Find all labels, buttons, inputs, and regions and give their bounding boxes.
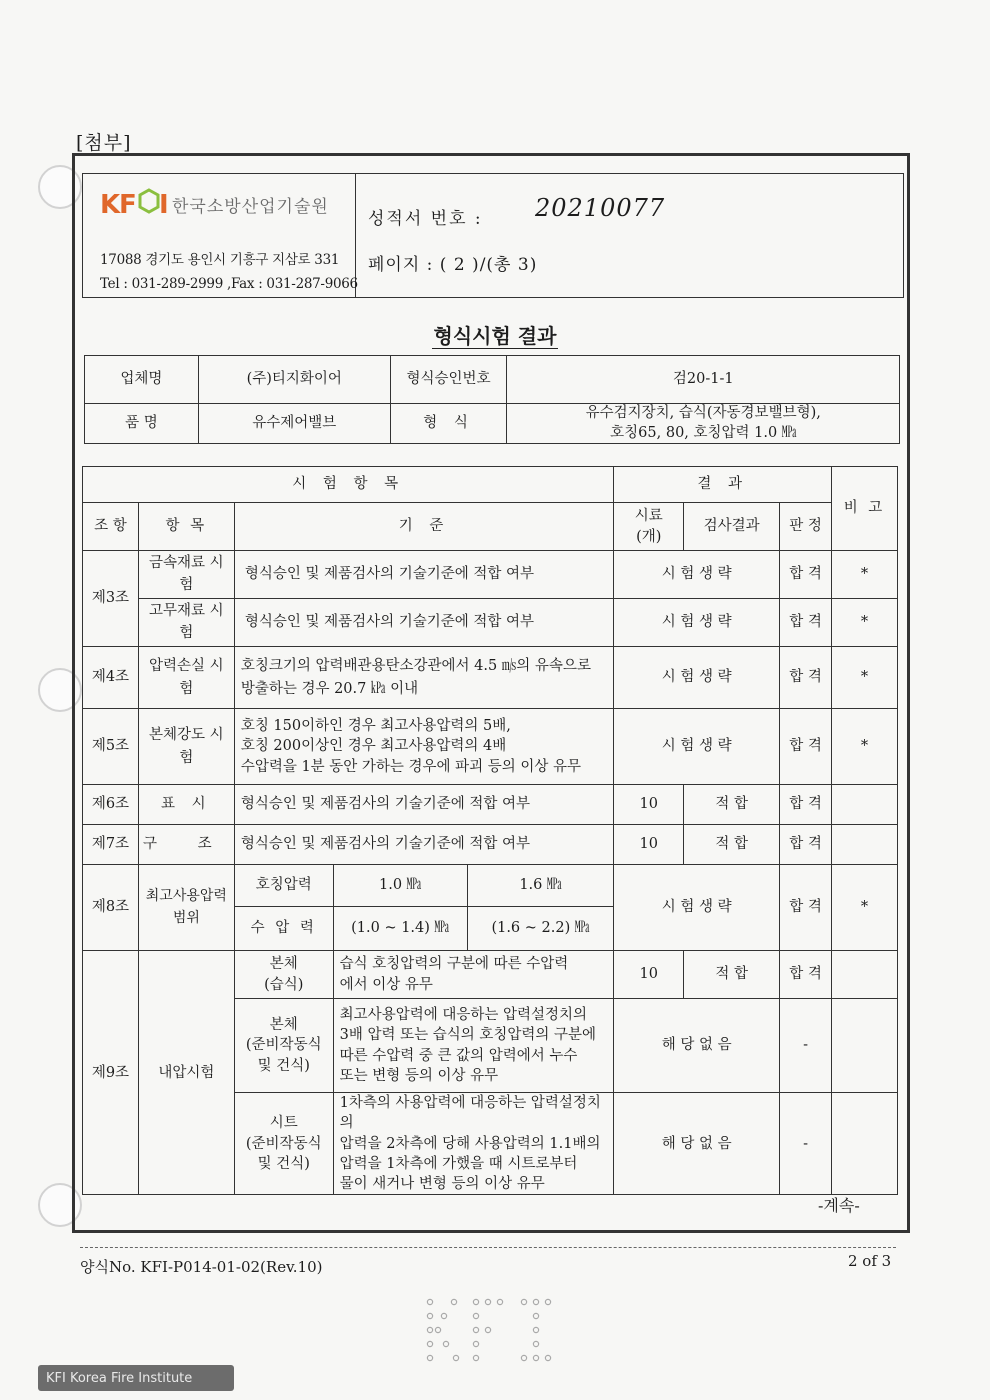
- result-cell: 시 험 생 략: [614, 709, 780, 785]
- hydro-pressure-2: (1.6 ~ 2.2) ㎫: [467, 907, 614, 951]
- result-cell: 해 당 없 음: [614, 1093, 780, 1195]
- type-label: 형 식: [390, 404, 507, 444]
- sample-cell: 10: [614, 951, 684, 999]
- item-cell: 표 시: [138, 785, 234, 825]
- type-value-line: 호칭65, 80, 호칭압력 1.0 ㎫: [610, 424, 797, 441]
- criteria-line: 따른 수압력 중 큰 값의 압력에서 누수: [339, 1047, 578, 1064]
- test-results-table: [82, 466, 898, 1195]
- table-row: [83, 709, 898, 785]
- item-cell: 본체강도 시험: [138, 709, 234, 785]
- clause-cell: 제7조: [83, 825, 139, 865]
- perforated-watermark: [424, 1296, 560, 1366]
- form-number: 양식No. KFI-P014-01-02(Rev.10): [80, 1258, 323, 1276]
- page-of-total: 2 of 3: [848, 1252, 892, 1270]
- cert-number-value: 20210077: [535, 194, 666, 222]
- judgment-header: 판 정: [780, 503, 832, 551]
- svg-text:K: K: [100, 190, 121, 218]
- sub-item-cell: [234, 999, 333, 1093]
- judgment-cell: 합 격: [780, 599, 832, 647]
- criteria-line: 호칭 200이상인 경우 최고사용압력의 4배: [240, 738, 507, 755]
- criteria-line: 에서 이상 유무: [339, 976, 433, 993]
- clause-header: 조 항: [83, 503, 139, 551]
- clause-cell: 제6조: [83, 785, 139, 825]
- sub-item-line: 본체: [269, 1017, 298, 1034]
- remark-cell: *: [832, 599, 898, 647]
- table-row: [83, 551, 898, 599]
- inspection-result-header: 검사결과: [684, 503, 780, 551]
- table-row: [83, 825, 898, 865]
- company-value: (주)티지화이어: [198, 356, 390, 404]
- approval-number-label: 형식승인번호: [390, 356, 507, 404]
- judgment-cell: 합 격: [780, 825, 832, 865]
- remark-cell: [832, 785, 898, 825]
- clause-cell: 제5조: [83, 709, 139, 785]
- remark-cell: *: [832, 647, 898, 709]
- result-cell: 해 당 없 음: [614, 999, 780, 1093]
- product-value: 유수제어밸브: [198, 404, 390, 444]
- judgment-cell: 합 격: [780, 951, 832, 999]
- sub-item-line: 및 건식): [257, 1057, 310, 1074]
- sub-item-cell: [234, 951, 333, 999]
- product-label: 품 명: [85, 404, 199, 444]
- criteria-cell: [333, 999, 614, 1093]
- criteria-line: 호칭크기의 압력배관용탄소강관에서 4.5 ㎧의 유속으로: [240, 658, 591, 675]
- page-title: [0, 320, 990, 349]
- criteria-line: 호칭 150이하인 경우 최고사용압력의 5배,: [240, 718, 511, 735]
- clause-cell: 제3조: [83, 551, 139, 647]
- hydro-pressure-label: 수 압 력: [234, 907, 333, 951]
- page-indicator: 페이지 : ( 2 )/(총 3): [368, 255, 538, 275]
- table-row: [83, 599, 898, 647]
- sub-item-line: (습식): [264, 976, 304, 993]
- nominal-pressure-label: 호칭압력: [234, 865, 333, 907]
- kfi-logo: [100, 188, 172, 218]
- judgment-cell: 합 격: [780, 709, 832, 785]
- table-row: [83, 865, 898, 907]
- item-cell: 압력손실 시험: [138, 647, 234, 709]
- criteria-line: 압력을 2차측에 당해 사용압력의 1.1배의: [339, 1135, 601, 1152]
- nominal-pressure-1: 1.0 ㎫: [333, 865, 467, 907]
- institute-logo: KFI Korea Fire Institute: [38, 1365, 234, 1391]
- kfi-logo-mark: [100, 188, 172, 218]
- criteria-line: 물이 새거나 변형 등의 이상 유무: [339, 1176, 545, 1193]
- remarks-header: 비 고: [832, 467, 898, 551]
- criteria-line: 또는 변형 등의 이상 유무: [339, 1067, 499, 1084]
- result-cell: 시 험 생 략: [614, 551, 780, 599]
- sub-item-line: 시트: [269, 1115, 298, 1132]
- sample-cell: 10: [614, 785, 684, 825]
- hydro-pressure-1: (1.0 ~ 1.4) ㎫: [333, 907, 467, 951]
- footer-divider: [80, 1247, 896, 1248]
- criteria-cell: [333, 1093, 614, 1195]
- item-cell: 고무재료 시험: [138, 599, 234, 647]
- result-cell: 적 합: [684, 825, 780, 865]
- item-cell: 구 조: [138, 825, 234, 865]
- criteria-cell: 형식승인 및 제품검사의 기술기준에 적합 여부: [234, 825, 613, 865]
- remark-cell: *: [832, 865, 898, 951]
- criteria-line: 압력을 1차측에 가했을 때 시트로부터: [339, 1155, 578, 1172]
- judgment-cell: 합 격: [780, 647, 832, 709]
- item-cell: 최고사용압력 범위: [138, 865, 234, 951]
- sub-item-line: 및 건식): [257, 1155, 310, 1172]
- table-row: [83, 785, 898, 825]
- type-value-line: 유수검지장치, 습식(자동경보밸브형),: [585, 405, 821, 421]
- item-header: 항 목: [138, 503, 234, 551]
- continued-label: -계속-: [818, 1196, 860, 1215]
- criteria-cell: 형식승인 및 제품검사의 기술기준에 적합 여부: [234, 551, 613, 599]
- cert-number-label: 성적서 번호 :: [368, 209, 483, 229]
- company-info-table: [84, 355, 900, 444]
- result-cell: 시 험 생 략: [614, 599, 780, 647]
- criteria-cell: [234, 647, 613, 709]
- criteria-cell: [333, 951, 614, 999]
- result-cell: 적 합: [684, 951, 780, 999]
- sample-header-unit: (개): [636, 528, 662, 545]
- result-header: 결 과: [614, 467, 832, 503]
- result-cell: 시 험 생 략: [614, 865, 780, 951]
- table-row: [83, 951, 898, 999]
- judgment-cell: 합 격: [780, 551, 832, 599]
- item-cell: 금속재료 시험: [138, 551, 234, 599]
- svg-text:F: F: [119, 190, 137, 218]
- remark-cell: *: [832, 709, 898, 785]
- org-tel-fax: Tel : 031-289-2999 ,Fax : 031-287-9066: [100, 276, 358, 292]
- item-cell: 내압시험: [138, 951, 234, 1195]
- criteria-line: 수압력을 1분 동안 가하는 경우에 파괴 등의 이상 유무: [240, 758, 582, 775]
- sample-header-label: 시료: [634, 508, 663, 525]
- org-name: 한국소방산업기술원: [172, 197, 329, 217]
- judgment-cell: 합 격: [780, 865, 832, 951]
- remark-cell: [832, 999, 898, 1093]
- criteria-cell: 형식승인 및 제품검사의 기술기준에 적합 여부: [234, 599, 613, 647]
- clause-cell: 제4조: [83, 647, 139, 709]
- clause-cell: 제9조: [83, 951, 139, 1195]
- org-address: 17088 경기도 용인시 기흥구 지삼로 331: [100, 252, 340, 268]
- criteria-line: 1차측의 사용압력에 대응하는 압력설정치의: [339, 1095, 601, 1132]
- result-cell: 적 합: [684, 785, 780, 825]
- criteria-cell: [234, 709, 613, 785]
- attachment-label: [첨부]: [76, 132, 132, 154]
- result-cell: 시 험 생 략: [614, 647, 780, 709]
- sample-header: [614, 503, 684, 551]
- remark-cell: [832, 951, 898, 999]
- sub-item-line: 본체: [269, 956, 298, 973]
- company-label: 업체명: [85, 356, 199, 404]
- sub-item-line: (준비작동식: [245, 1037, 322, 1054]
- judgment-cell: -: [780, 1093, 832, 1195]
- criteria-cell: 형식승인 및 제품검사의 기술기준에 적합 여부: [234, 785, 613, 825]
- criteria-line: 습식 호칭압력의 구분에 따른 수압력: [339, 956, 569, 973]
- judgment-cell: -: [780, 999, 832, 1093]
- approval-number-value: 검20-1-1: [507, 356, 900, 404]
- criteria-line: 방출하는 경우 20.7 ㎪ 이내: [240, 680, 419, 697]
- clause-cell: 제8조: [83, 865, 139, 951]
- sub-item-cell: [234, 1093, 333, 1195]
- type-value: [507, 404, 900, 444]
- criteria-line: 최고사용압력에 대응하는 압력설정치의: [339, 1006, 588, 1023]
- sample-cell: 10: [614, 825, 684, 865]
- table-row: [83, 647, 898, 709]
- remark-cell: [832, 825, 898, 865]
- criteria-header: 기 준: [234, 503, 613, 551]
- judgment-cell: 합 격: [780, 785, 832, 825]
- remark-cell: [832, 1093, 898, 1195]
- criteria-line: 3배 압력 또는 습식의 호칭압력의 구분에: [339, 1027, 597, 1044]
- test-items-header: 시 험 항 목: [83, 467, 614, 503]
- nominal-pressure-2: 1.6 ㎫: [467, 865, 614, 907]
- remark-cell: *: [832, 551, 898, 599]
- svg-text:I: I: [159, 190, 169, 218]
- page-title-text: 형식시험 결과: [433, 324, 557, 348]
- sub-item-line: (준비작동식: [245, 1135, 322, 1152]
